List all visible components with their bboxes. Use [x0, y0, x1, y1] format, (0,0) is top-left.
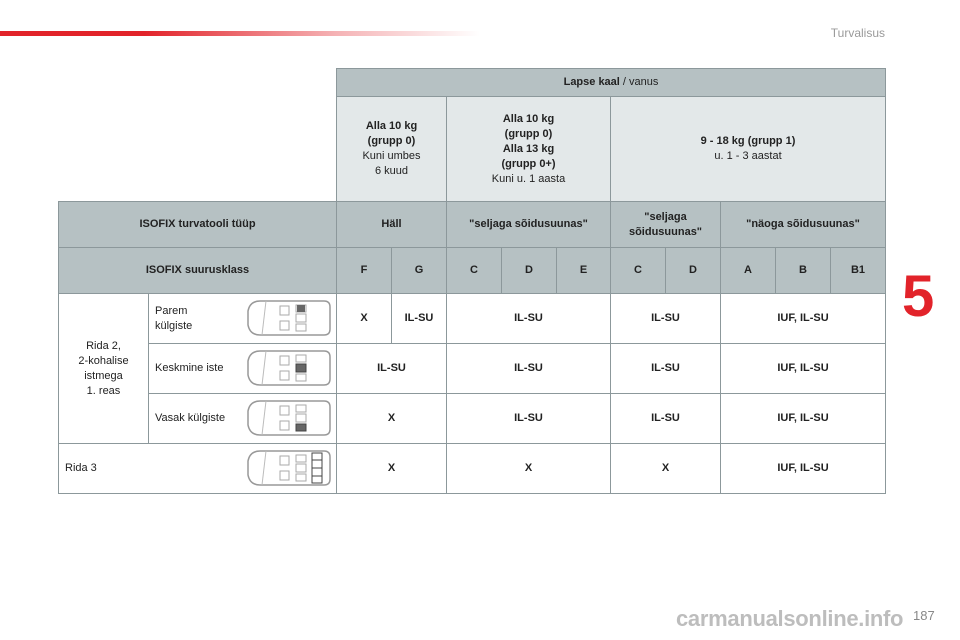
value-cell: IL-SU [336, 343, 447, 394]
value-cell: IL-SU [446, 343, 611, 394]
car-top-view-icon [246, 297, 332, 339]
group-1-age: u. 1 - 3 aastat [714, 150, 782, 162]
value-cell: IL-SU [391, 293, 447, 344]
weight-header-bold: Lapse kaal [563, 76, 620, 88]
value-cell: IL-SU [610, 293, 721, 344]
type-rear-facing-2-line1: "seljaga [644, 210, 687, 223]
row-2-label-line4: 1. reas [86, 384, 121, 397]
value-cell: IUF, IL-SU [720, 393, 886, 444]
header-accent-bar [0, 31, 480, 36]
value-cell: X [610, 443, 721, 494]
section-title: Turvalisus [830, 26, 885, 40]
seat-right-label-line2: külgiste [155, 319, 193, 332]
group-1-header [610, 96, 886, 202]
size-class: E [556, 247, 611, 294]
row-2-label-line3: istmega [84, 369, 123, 382]
row-2-label [58, 293, 149, 444]
size-class: B1 [830, 247, 886, 294]
group-0plus-name-b: (grupp 0+) [501, 157, 556, 170]
value-cell: IUF, IL-SU [720, 343, 886, 394]
type-rear-facing-2 [610, 201, 721, 248]
value-cell: IL-SU [446, 393, 611, 444]
value-cell: IL-SU [610, 393, 721, 444]
type-rear-facing-1: "seljaga sõidusuunas" [446, 201, 611, 248]
page-number: 187 [913, 608, 935, 623]
group-0-age-2: 6 kuud [374, 165, 409, 177]
type-rear-facing-2-line2: sõidusuunas" [628, 225, 703, 238]
value-cell: IUF, IL-SU [720, 293, 886, 344]
group-0-weight: Alla 10 kg [365, 120, 418, 132]
seat-right-label-line1: Parem [155, 304, 188, 317]
weight-header [336, 68, 886, 97]
group-0plus-name-a: (grupp 0) [504, 127, 553, 140]
value-cell: X [336, 393, 447, 444]
car-top-view-icon [246, 447, 332, 489]
group-1-weight: 9 - 18 kg (grupp 1) [700, 135, 796, 147]
value-cell: X [336, 293, 392, 344]
isofix-type-label: ISOFIX turvatooli tüüp [58, 201, 337, 248]
group-0plus-age: Kuni u. 1 aasta [491, 172, 566, 185]
size-class: C [610, 247, 666, 294]
group-0-header [336, 96, 447, 202]
row-2-label-line1: Rida 2, [86, 339, 121, 352]
weight-header-rest: / vanus [619, 76, 659, 88]
group-0plus-header [446, 96, 611, 202]
size-class: F [336, 247, 392, 294]
row-3-label: Rida 3 [58, 443, 337, 494]
isofix-size-label: ISOFIX suurusklass [58, 247, 337, 294]
value-cell: X [446, 443, 611, 494]
type-forward-facing: "näoga sõidusuunas" [720, 201, 886, 248]
group-0-name: (grupp 0) [367, 135, 416, 147]
size-class: D [501, 247, 557, 294]
value-cell: IL-SU [446, 293, 611, 344]
row-2-label-line2: 2-kohalise [78, 354, 129, 367]
seat-middle-label: Keskmine iste [148, 343, 337, 394]
group-0plus-weight-a: Alla 10 kg [502, 112, 555, 125]
size-class: C [446, 247, 502, 294]
watermark: carmanualsonline.info [676, 606, 904, 631]
group-0-age-1: Kuni umbes [362, 150, 421, 162]
seat-left-label: Vasak külgiste [148, 393, 337, 444]
group-0plus-weight-b: Alla 13 kg [502, 142, 555, 155]
chapter-number: 5 [902, 264, 935, 329]
size-class: D [665, 247, 721, 294]
size-class: B [775, 247, 831, 294]
value-cell: X [336, 443, 447, 494]
type-hall: Häll [336, 201, 447, 248]
car-top-view-icon [246, 347, 332, 389]
value-cell: IUF, IL-SU [720, 443, 886, 494]
size-class: A [720, 247, 776, 294]
value-cell: IL-SU [610, 343, 721, 394]
size-class: G [391, 247, 447, 294]
car-top-view-icon [246, 397, 332, 439]
